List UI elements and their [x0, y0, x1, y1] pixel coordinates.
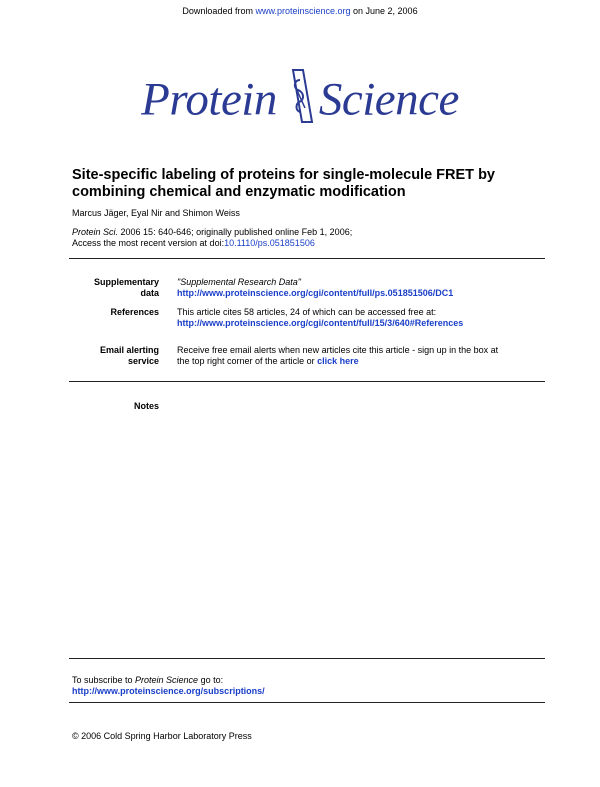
supplementary-label: Supplementary data	[93, 277, 159, 298]
email-alert-text-2: the top right corner of the article or	[177, 356, 318, 366]
download-suffix: on June 2, 2006	[350, 6, 418, 16]
citation-details: 2006 15: 640-646; originally published online Feb 1, 2006;	[118, 227, 353, 237]
subscribe-suffix: go to:	[198, 675, 224, 685]
divider-top	[69, 258, 545, 259]
subscribe-block	[72, 675, 265, 697]
journal-abbrev: Protein Sci.	[72, 227, 119, 237]
divider-lower	[69, 658, 545, 659]
logo-left-word: Protein	[141, 73, 277, 126]
divider-bottom	[69, 702, 545, 703]
click-here-link[interactable]: click here	[317, 356, 359, 366]
references-section	[72, 307, 544, 331]
journal-logo	[0, 68, 600, 139]
supplementary-link[interactable]: http://www.proteinscience.org/cgi/content/full/ps.051851506/DC1	[177, 288, 454, 298]
supplementary-text: "Supplemental Research Data"	[177, 277, 301, 287]
article-title: Site-specific labeling of proteins for single-molecule FRET by combining chemical and enzymatic modification	[72, 167, 495, 200]
logo-right-word: Science	[318, 73, 459, 126]
download-prefix: Downloaded from	[182, 6, 256, 16]
article-authors: Marcus Jäger, Eyal Nir and Shimon Weiss	[72, 208, 240, 218]
references-link[interactable]: http://www.proteinscience.org/cgi/content/full/15/3/640#References	[177, 318, 464, 328]
logo-emblem-icon	[283, 68, 313, 139]
references-text: This article cites 58 articles, 24 of which can be accessed free at:	[177, 307, 437, 317]
notes-label: Notes	[133, 401, 159, 411]
divider-middle	[69, 381, 545, 382]
copyright-notice: © 2006 Cold Spring Harbor Laboratory Press	[72, 731, 252, 741]
supplementary-section	[72, 277, 544, 301]
email-alert-text: Receive free email alerts when new articles cite this article - sign up in the box at	[177, 345, 499, 355]
download-site-link[interactable]: www.proteinscience.org	[255, 6, 351, 16]
notes-section	[72, 401, 544, 413]
article-citation	[72, 227, 352, 249]
references-label: References	[110, 307, 159, 317]
doi-link[interactable]: 10.1110/ps.051851506	[224, 238, 315, 248]
email-alert-label: Email alerting service	[99, 345, 159, 366]
subscribe-journal: Protein Science	[135, 675, 199, 685]
download-notice	[0, 5, 600, 17]
subscribe-link[interactable]: http://www.proteinscience.org/subscriptions/	[72, 686, 265, 696]
subscribe-prefix: To subscribe to	[72, 675, 136, 685]
access-prefix: Access the most recent version at doi:	[72, 238, 225, 248]
email-alert-section	[72, 345, 544, 369]
